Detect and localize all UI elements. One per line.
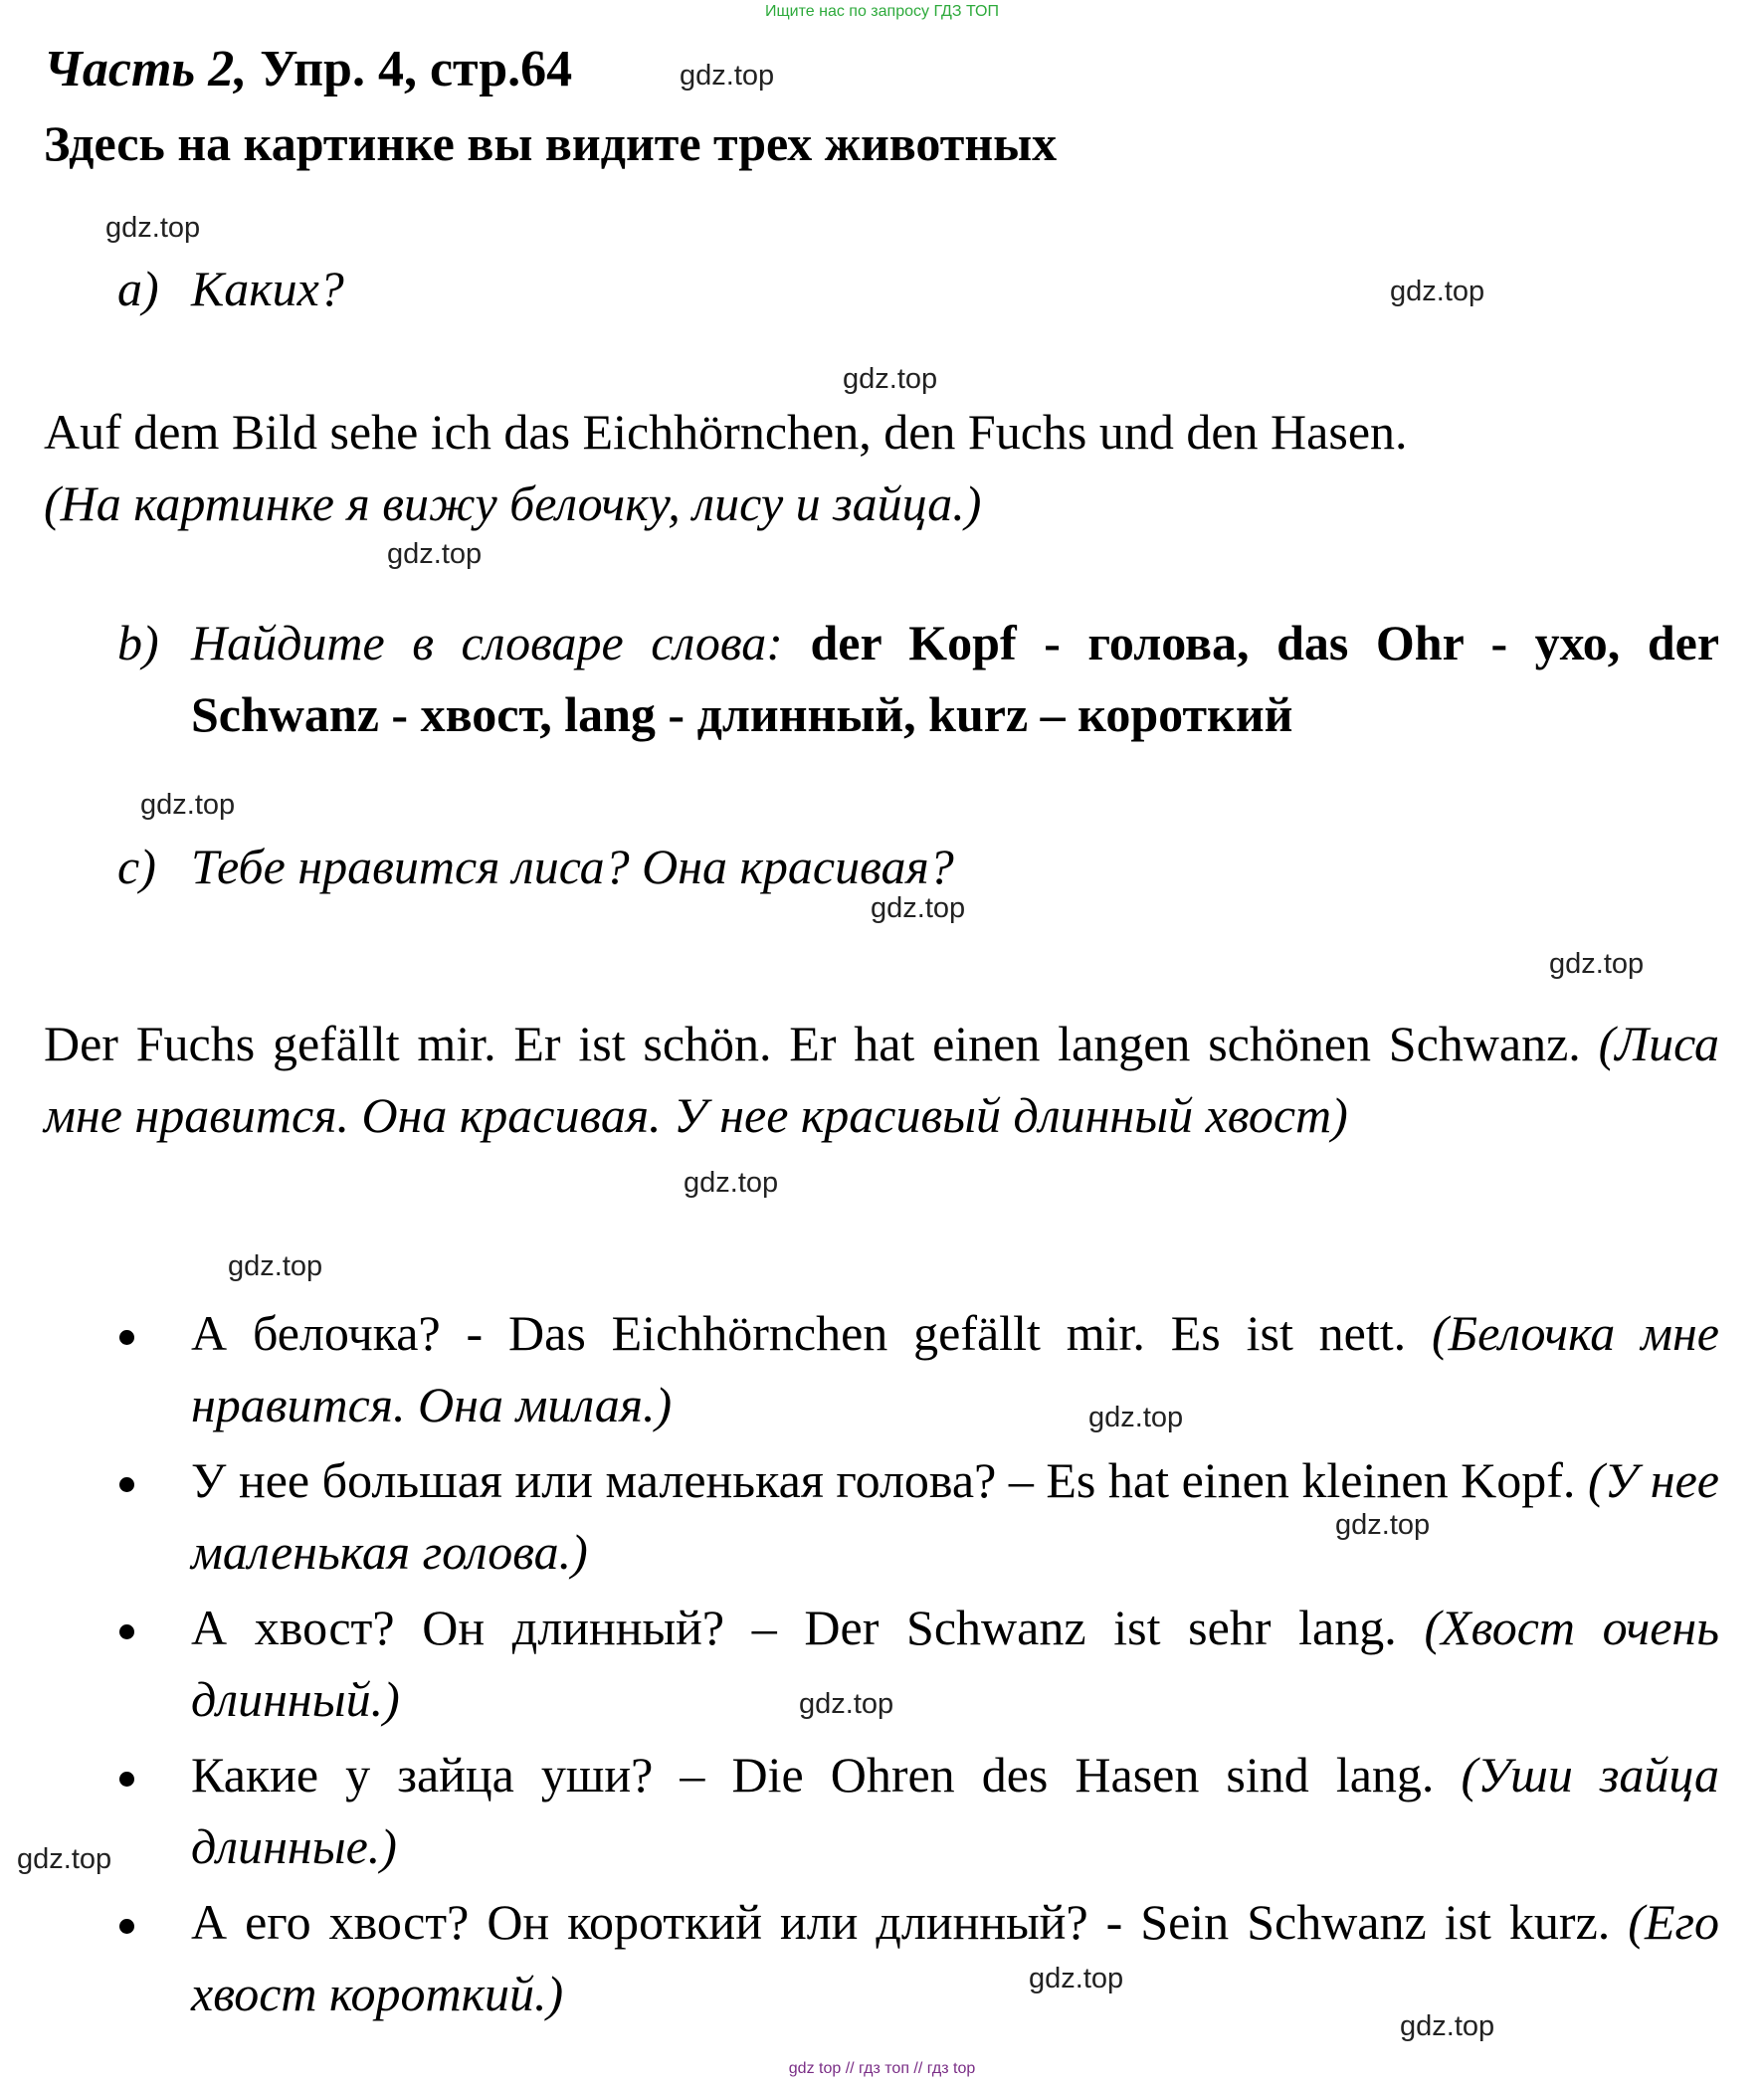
watermark: gdz.top [387, 538, 483, 570]
list-item [109, 1739, 1719, 1882]
list-item-text: У нее большая или маленькая голова? – Es hat einen kleinen Kopf. [191, 1452, 1588, 1508]
bullet-dot-icon [119, 1919, 134, 1934]
question-a-label: a) [117, 261, 159, 316]
answer-c-de: Der Fuchs gefällt mir. Er ist schön. Er hat einen langen schönen Schwanz. [44, 1016, 1599, 1071]
watermark: gdz.top [140, 789, 236, 821]
question-c [117, 831, 954, 902]
watermark: gdz.top [17, 1843, 112, 1875]
bullet-dot-icon [119, 1477, 134, 1492]
bullet-dot-icon [119, 1772, 134, 1787]
watermark: gdz.top [1390, 276, 1485, 307]
question-a-text: Каких? [191, 261, 344, 316]
list-item-text: А хвост? Он длинный? – Der Schwanz ist sehr lang. [191, 1600, 1425, 1655]
watermark: gdz.top [228, 1250, 323, 1282]
bullet-dot-icon [119, 1330, 134, 1345]
bullet-dot-icon [119, 1624, 134, 1639]
list-item [109, 1444, 1719, 1588]
question-c-label: c) [117, 839, 156, 894]
list-item [109, 1297, 1719, 1440]
list-item-text: А его хвост? Он короткий или длинный? - Sein Schwanz ist kurz. [191, 1894, 1629, 1950]
question-c-text: Тебе нравится лиса? Она красивая? [191, 839, 954, 894]
list-item-text: Какие у зайца уши? – Die Ohren des Hasen sind lang. [191, 1747, 1462, 1802]
watermark: gdz.top [684, 1167, 779, 1199]
list-item-translation: (Уши зайца длинные.) [191, 1747, 1719, 1874]
question-b-text: Найдите в словаре слова: [191, 615, 811, 670]
list-item-translation: (Белочка мне нравится. Она милая.) [191, 1305, 1719, 1432]
question-b-words: der Kopf - голова, das Ohr - ухо, der Schwanz - хвост, lang - длинный, kurz – короткий [191, 615, 1720, 742]
list-item [109, 1886, 1719, 2029]
answer-c-ru: (Лиса мне нравится. Она красивая. У нее красивый длинный хвост) [44, 1016, 1719, 1143]
list-item-translation: (У нее маленькая голова.) [191, 1452, 1719, 1580]
bottom-banner[interactable]: gdz top // гдз топ // гдз top [788, 2060, 976, 2077]
watermark: gdz.top [799, 1688, 894, 1720]
answer-c [44, 1008, 1719, 1151]
watermark: gdz.top [105, 212, 201, 244]
page-title [44, 38, 572, 101]
answer-a-ru: (На картинке я вижу белочку, лису и зайца.) [44, 475, 982, 531]
watermark: gdz.top [680, 60, 775, 92]
list-item-text: А белочка? - Das Eichhörnchen gefällt mir. Es ist nett. [191, 1305, 1433, 1361]
list-item-translation: (Хвост очень длинный.) [191, 1600, 1719, 1727]
watermark: gdz.top [871, 892, 966, 924]
question-a [117, 253, 344, 324]
watermark: gdz.top [1029, 1963, 1124, 1994]
bullet-list [109, 1297, 1719, 2033]
title-exercise: Упр. 4, стр.64 [247, 41, 573, 97]
watermark: gdz.top [1335, 1509, 1431, 1541]
title-part: Часть 2, [44, 41, 248, 97]
page-subtitle: Здесь на картинке вы видите трех животных [44, 115, 1058, 171]
question-b-label: b) [117, 615, 159, 670]
list-item [109, 1592, 1719, 1735]
watermark: gdz.top [1549, 948, 1645, 980]
list-item-translation: (Его хвост короткий.) [191, 1894, 1719, 2021]
watermark: gdz.top [1400, 2010, 1495, 2042]
answer-a [44, 396, 1719, 539]
watermark: gdz.top [843, 363, 938, 395]
top-banner[interactable]: Ищите нас по запросу ГДЗ ТОП [765, 3, 999, 20]
answer-a-de: Auf dem Bild sehe ich das Eichhörnchen, den Fuchs und den Hasen. [44, 404, 1408, 460]
question-b [117, 607, 1719, 750]
watermark: gdz.top [1088, 1402, 1184, 1433]
